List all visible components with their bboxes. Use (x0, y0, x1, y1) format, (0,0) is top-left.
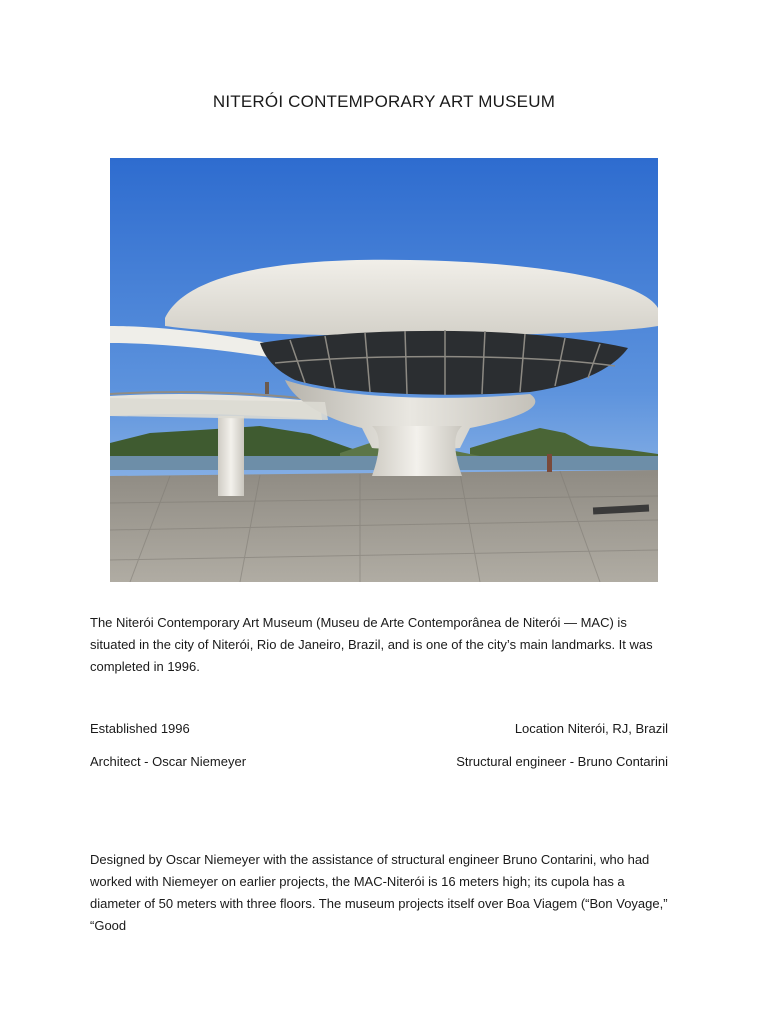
description-paragraph: Designed by Oscar Niemeyer with the assistance of structural engineer Bruno Contarini, who had worked with Niemeyer on earlier projects, the MAC-Niterói is 16 meters high; its cupola has a diameter of 50 meters with three floors. The museum projects itself over Boa Viagem (“Bon Voyage,” “Good (90, 852, 668, 933)
fact-engineer: Structural engineer - Bruno Contarini (456, 754, 668, 769)
ramp-pillar (218, 416, 244, 496)
person-ramp (265, 382, 269, 394)
intro-paragraph: The Niterói Contemporary Art Museum (Museu de Arte Contemporânea de Niterói — MAC) is situated in the city of Niterói, Rio de Janeiro, Brazil, and is one of the city’s main landmarks. It was completed in 1996. (90, 615, 653, 674)
column (372, 426, 462, 476)
fact-established: Established 1996 (90, 721, 190, 736)
page-title: NITERÓI CONTEMPORARY ART MUSEUM (212, 92, 556, 111)
person-right (547, 454, 552, 472)
museum-photo (110, 158, 658, 582)
fact-architect: Architect - Oscar Niemeyer (90, 754, 247, 769)
plaza (110, 470, 658, 582)
fact-location: Location Niterói, RJ, Brazil (514, 721, 668, 736)
